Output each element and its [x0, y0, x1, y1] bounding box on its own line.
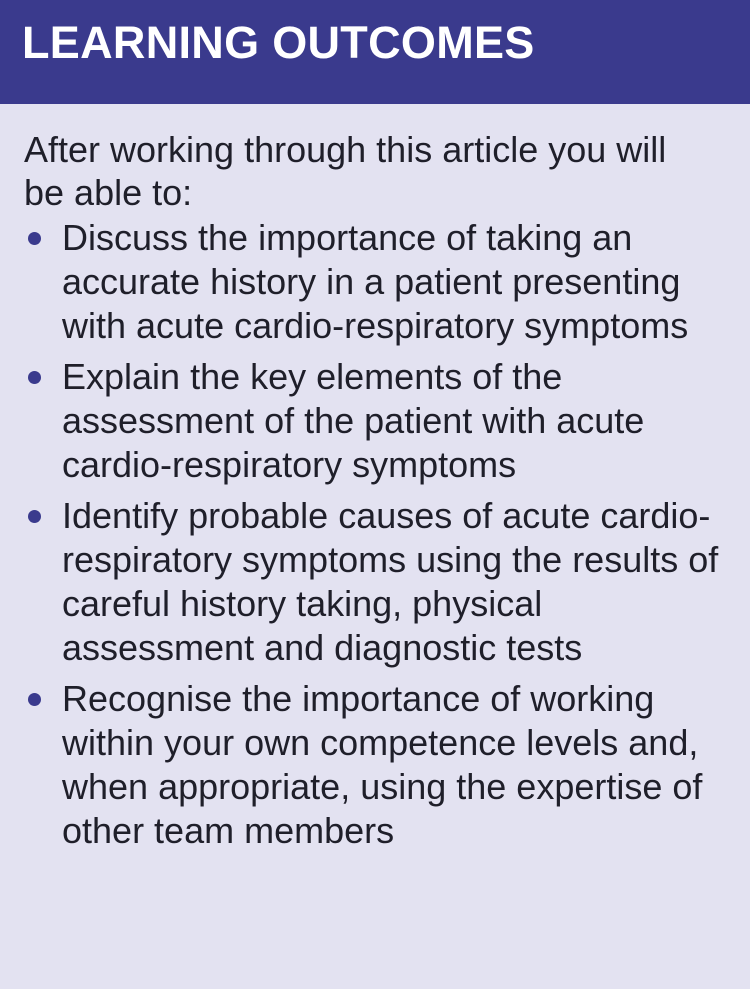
outcome-text: Discuss the importance of taking an accurate history in a patient presenting with acute cardio-respiratory symptoms — [62, 217, 689, 346]
outcome-text: Recognise the importance of working within your own competence levels and, when appropriate, using the expertise of other team members — [62, 678, 703, 851]
list-item — [24, 355, 730, 487]
outcome-text: Explain the key elements of the assessment of the patient with acute cardio-respiratory symptoms — [62, 356, 645, 485]
outcome-text: Identify probable causes of acute cardio-respiratory symptoms using the results of careful history taking, physical assessment and diagnostic tests — [62, 495, 719, 668]
box-content — [0, 104, 750, 853]
list-item — [24, 216, 730, 348]
bullet-dot-icon — [28, 510, 41, 523]
list-item — [24, 494, 730, 670]
box-title: LEARNING OUTCOMES — [22, 17, 535, 68]
intro-text: After working through this article you will be able to: — [24, 129, 667, 213]
bullet-dot-icon — [28, 693, 41, 706]
bullet-dot-icon — [28, 232, 41, 245]
header-bar — [0, 0, 750, 104]
list-item — [24, 677, 730, 853]
bullet-dot-icon — [28, 371, 41, 384]
outcomes-list — [24, 216, 730, 853]
